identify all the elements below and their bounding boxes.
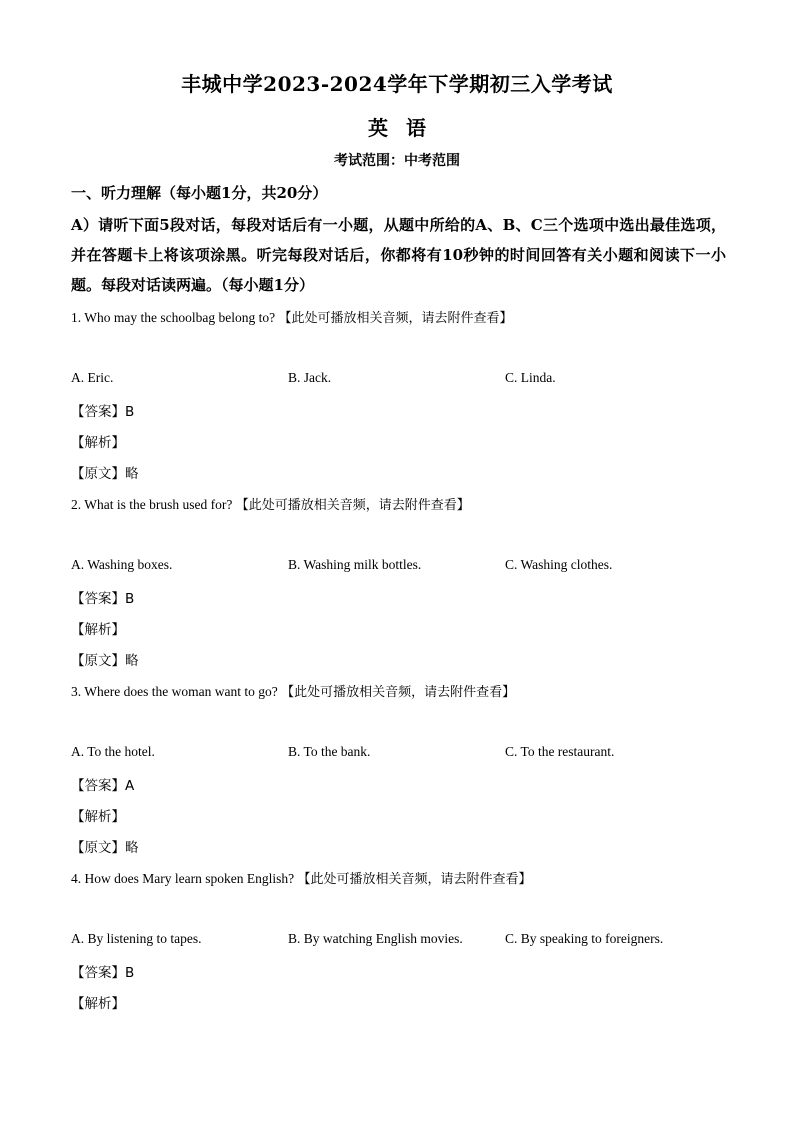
question-2 [71,494,470,513]
question-3-original: 【原文】略 [71,840,139,856]
question-2-analysis: 【解析】 [71,622,125,638]
question-4-option-b: B. By watching English movies. [288,931,463,946]
question-2-original: 【原文】略 [71,653,139,669]
section-heading: 一、听力理解（每小题1分，共20分） [71,184,328,202]
question-3-option-c: C. To the restaurant. [505,744,615,759]
question-3-analysis: 【解析】 [71,809,125,825]
question-3-answer: 【答案】A [71,778,135,794]
question-2-option-b: B. Washing milk bottles. [288,557,422,572]
question-1 [71,307,512,326]
question-2-option-c: C. Washing clothes. [505,557,613,572]
question-1-option-c: C. Linda. [505,370,556,385]
question-1-audio-note[interactable]: 【此处可播放相关音频，请去附件查看】 [278,311,513,326]
question-2-answer: 【答案】B [71,591,135,607]
question-4 [71,868,531,887]
question-4-answer: 【答案】B [71,965,135,981]
question-4-option-a: A. By listening to tapes. [71,931,202,946]
exam-title: 丰城中学2023-2024学年下学期初三入学考试 [181,72,613,96]
exam-subject: 英语 [368,116,444,140]
question-3-text: 3. Where does the woman want to go? [71,684,278,699]
question-1-option-a: A. Eric. [71,370,114,385]
question-1-text: 1. Who may the schoolbag belong to? [71,310,276,325]
question-2-audio-note[interactable]: 【此处可播放相关音频，请去附件查看】 [235,498,470,513]
question-2-option-a: A. Washing boxes. [71,557,173,572]
question-3-option-a: A. To the hotel. [71,744,155,759]
question-4-option-c: C. By speaking to foreigners. [505,931,664,946]
question-1-answer: 【答案】B [71,404,135,420]
question-2-text: 2. What is the brush used for? [71,497,233,512]
section-instructions: A）请听下面5段对话，每段对话后有一小题，从题中所给的A、B、C三个选项中选出最佳选项，并在答题卡上将该项涂黑。听完每段对话后，你都将有10秒钟的时间回答有关小题和阅读下一小题。每段对话读两遍。（每小题1分） [71,216,726,294]
question-4-analysis: 【解析】 [71,996,125,1012]
question-3 [71,681,515,700]
question-3-audio-note[interactable]: 【此处可播放相关音频，请去附件查看】 [281,685,516,700]
question-4-audio-note[interactable]: 【此处可播放相关音频，请去附件查看】 [297,872,532,887]
question-3-option-b: B. To the bank. [288,744,371,759]
question-4-text: 4. How does Mary learn spoken English? [71,871,295,886]
question-1-option-b: B. Jack. [288,370,332,385]
question-1-original: 【原文】略 [71,466,139,482]
question-1-analysis: 【解析】 [71,435,125,451]
exam-scope: 考试范围：中考范围 [334,153,460,169]
